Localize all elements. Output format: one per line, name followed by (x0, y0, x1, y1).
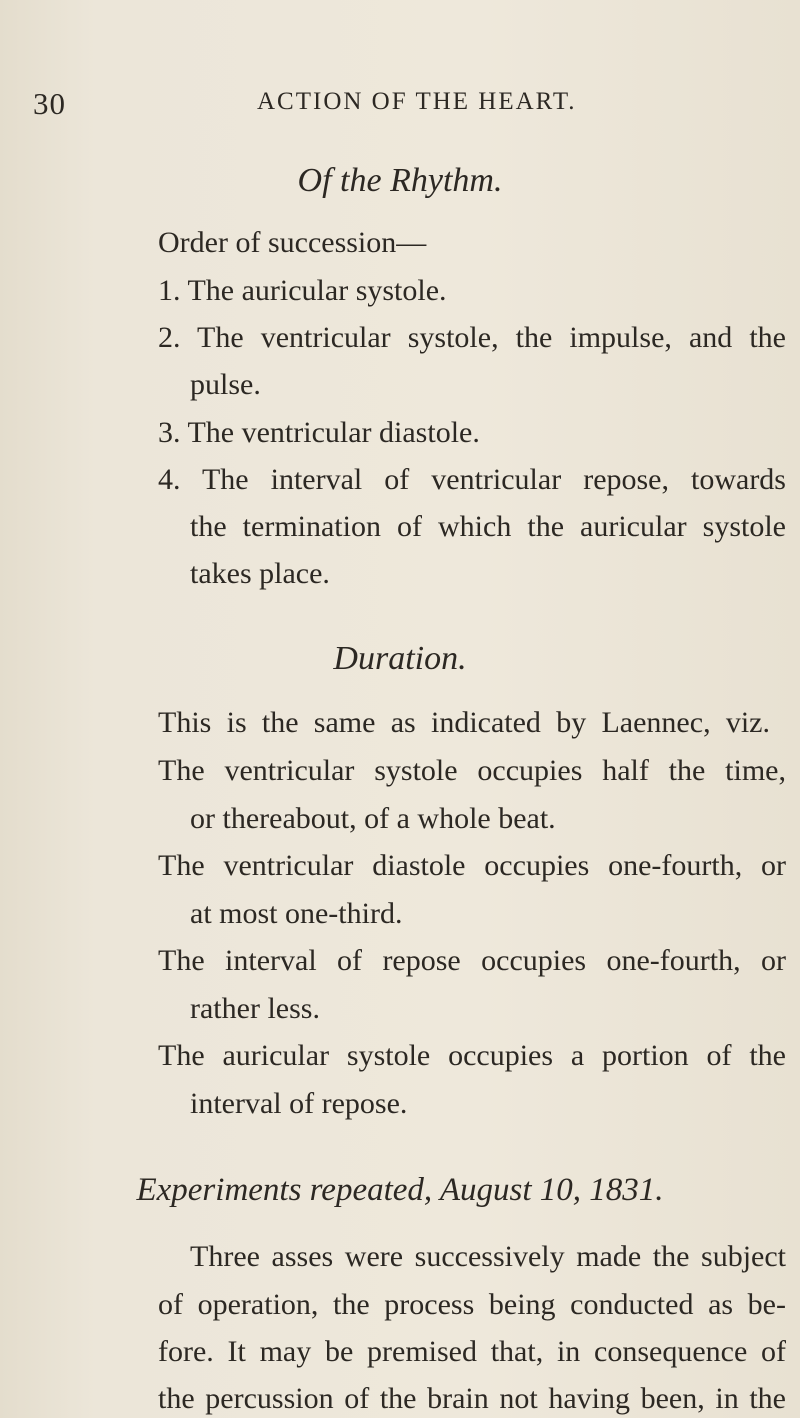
intro-line: Order of succession— (158, 226, 427, 259)
list-item-continuation: takes place. (190, 557, 330, 590)
text-line: interval of repose. (190, 1087, 408, 1120)
list-item: 1. The auricular systole. (158, 274, 447, 307)
text-line: Three asses were successively made the subject (190, 1240, 786, 1273)
text-line: The interval of repose occupies one-fourth, or (158, 944, 786, 977)
section-title-duration: Duration. (333, 640, 467, 677)
list-item: 2. The ventricular systole, the impulse, and the (158, 321, 786, 354)
text-line: of operation, the process being conducted as be- (158, 1288, 786, 1321)
text-line: or thereabout, of a whole beat. (190, 802, 556, 835)
page-number: 30 (33, 86, 66, 121)
text-line: fore. It may be premised that, in consequence of (158, 1335, 786, 1368)
section-title-experiments: Experiments repeated, August 10, 1831. (136, 1172, 664, 1208)
text-line: rather less. (190, 992, 320, 1025)
list-item: 4. The interval of ventricular repose, towards (158, 463, 786, 496)
text-line: at most one-third. (190, 897, 403, 930)
text-line: The auricular systole occupies a portion of the (158, 1039, 786, 1072)
running-title: ACTION OF THE HEART. (257, 88, 577, 115)
text-line: the percussion of the brain not having been, in the (158, 1382, 786, 1415)
list-item-continuation: pulse. (190, 368, 261, 401)
list-item-continuation: the termination of which the auricular systole (190, 510, 786, 543)
section-title-rhythm: Of the Rhythm. (297, 162, 503, 199)
text-line: The ventricular diastole occupies one-fourth, or (158, 849, 786, 882)
text-line: The ventricular systole occupies half the time, (158, 754, 786, 787)
text-line: This is the same as indicated by Laennec, viz. (158, 706, 770, 739)
page-header (33, 86, 795, 126)
list-item: 3. The ventricular diastole. (158, 416, 480, 449)
